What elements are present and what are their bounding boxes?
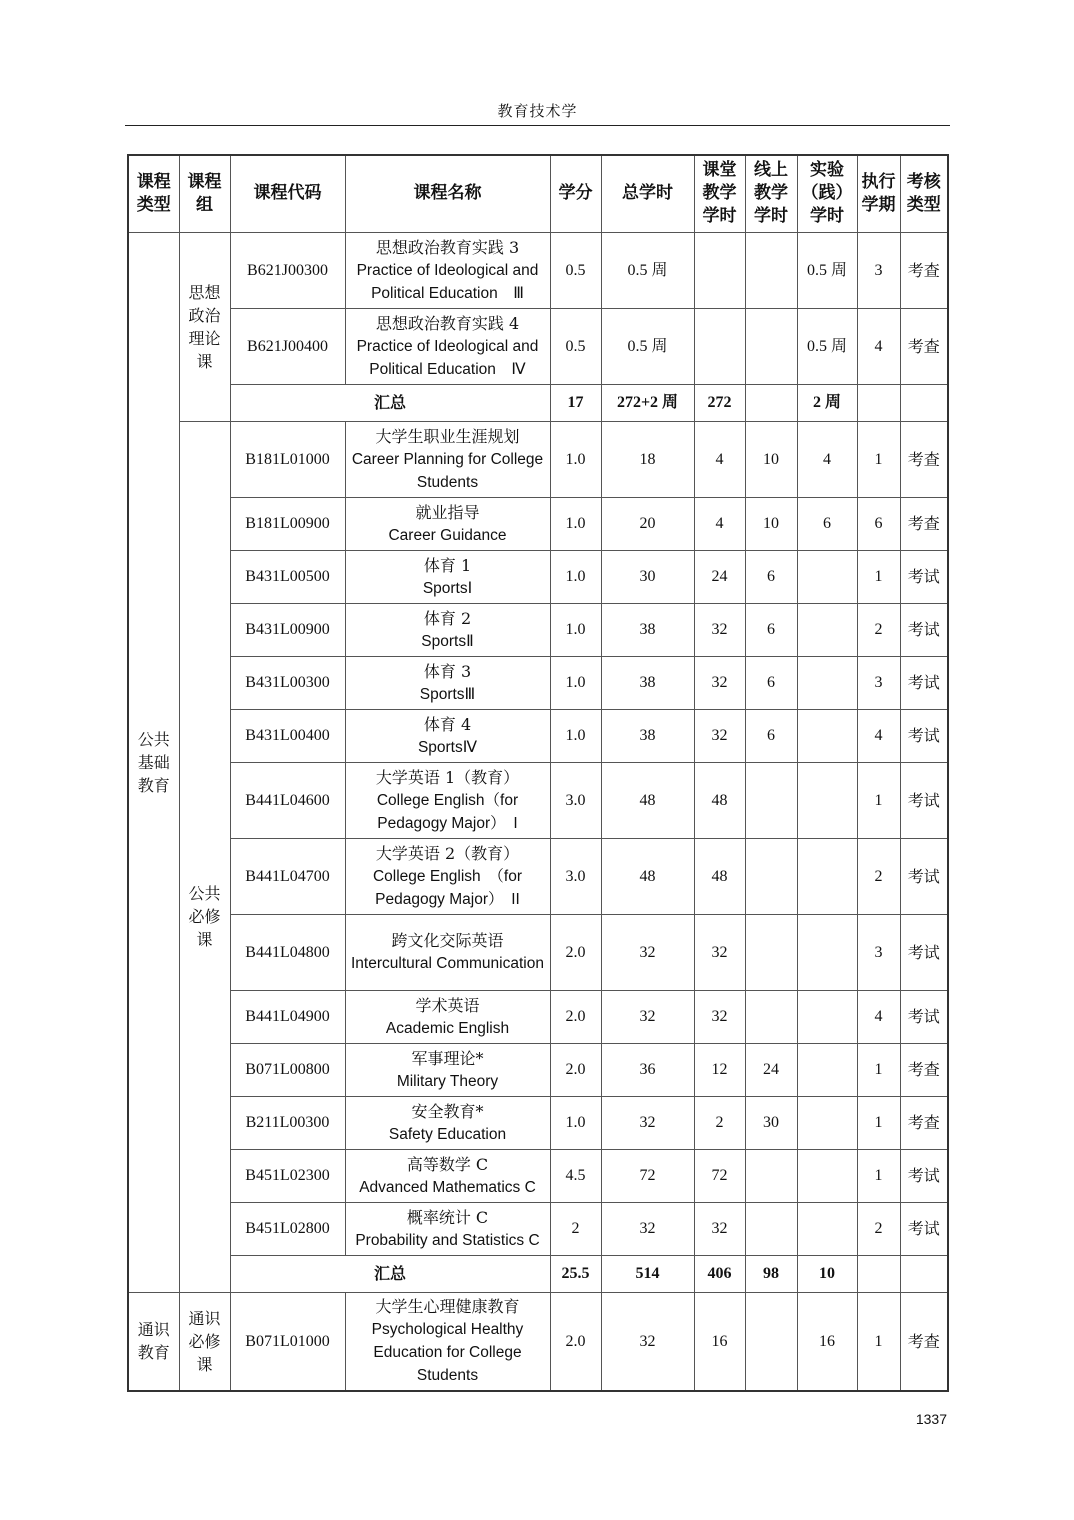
course-credit: 1.0	[550, 421, 601, 497]
course-online-hours	[745, 762, 797, 838]
course-assessment: 考试	[900, 1202, 948, 1255]
course-classroom-hours	[694, 232, 745, 308]
course-online-hours: 10	[745, 421, 797, 497]
course-name-en: SportsⅡ	[421, 632, 474, 650]
course-practice-hours	[797, 656, 857, 709]
course-online-hours	[745, 1149, 797, 1202]
course-practice-hours	[797, 838, 857, 914]
course-classroom-hours: 32	[694, 603, 745, 656]
course-code: B451L02800	[230, 1202, 345, 1255]
course-assessment: 考试	[900, 914, 948, 990]
course-semester: 1	[857, 762, 900, 838]
summary-assess	[900, 384, 948, 421]
course-classroom-hours	[694, 308, 745, 384]
course-practice-hours	[797, 709, 857, 762]
course-name-en: Academic English	[385, 1019, 510, 1037]
table-row	[128, 497, 948, 550]
table-row	[128, 550, 948, 603]
course-code: B441L04900	[230, 990, 345, 1043]
course-name-cn: 体育 1	[423, 555, 472, 575]
table-row	[128, 1043, 948, 1096]
course-assessment: 考试	[900, 709, 948, 762]
course-assessment: 考试	[900, 550, 948, 603]
course-name-cn: 跨文化交际英语	[391, 931, 504, 950]
course-assessment: 考查	[900, 1096, 948, 1149]
header-rule	[125, 125, 950, 126]
summary-credit: 17	[550, 384, 601, 421]
course-code: B071L01000	[230, 1292, 345, 1391]
column-header: 课堂 教学 学时	[694, 155, 745, 232]
course-name-cn: 体育 2	[423, 608, 472, 628]
summary-row	[128, 1255, 948, 1292]
course-practice-hours	[797, 1043, 857, 1096]
course-practice-hours: 0.5 周	[797, 232, 857, 308]
course-name-en: SportsⅠ	[422, 579, 473, 597]
course-credit: 1.0	[550, 1096, 601, 1149]
course-assessment: 考查	[900, 1292, 948, 1391]
course-name-cn: 军事理论*	[411, 1048, 484, 1068]
course-name	[345, 1043, 550, 1096]
course-classroom-hours: 4	[694, 421, 745, 497]
course-credit: 1.0	[550, 656, 601, 709]
course-credit: 3.0	[550, 762, 601, 838]
summary-total: 514	[601, 1255, 694, 1292]
course-classroom-hours: 12	[694, 1043, 745, 1096]
column-header: 课程代码	[230, 155, 345, 232]
course-total-hours: 36	[601, 1043, 694, 1096]
course-classroom-hours: 32	[694, 914, 745, 990]
course-total-hours: 0.5 周	[601, 308, 694, 384]
course-total-hours: 38	[601, 709, 694, 762]
page-header-title: 教育技术学	[497, 102, 578, 120]
course-assessment: 考查	[900, 421, 948, 497]
course-credit: 4.5	[550, 1149, 601, 1202]
course-total-hours: 48	[601, 762, 694, 838]
course-name-en: Practice of Ideological and Political Education Ⅲ	[356, 261, 539, 302]
course-name	[345, 421, 550, 497]
course-assessment: 考查	[900, 497, 948, 550]
course-assessment: 考试	[900, 838, 948, 914]
course-semester: 2	[857, 1202, 900, 1255]
course-credit: 0.5	[550, 232, 601, 308]
course-practice-hours	[797, 762, 857, 838]
course-classroom-hours: 72	[694, 1149, 745, 1202]
course-credit: 1.0	[550, 550, 601, 603]
course-code: B181L01000	[230, 421, 345, 497]
course-code: B621J00300	[230, 232, 345, 308]
summary-practice: 10	[797, 1255, 857, 1292]
course-total-hours: 32	[601, 1096, 694, 1149]
course-online-hours: 6	[745, 656, 797, 709]
table-row	[128, 1096, 948, 1149]
course-name	[345, 914, 550, 990]
course-code: B431L00300	[230, 656, 345, 709]
course-classroom-hours: 16	[694, 1292, 745, 1391]
course-assessment: 考试	[900, 603, 948, 656]
course-total-hours: 38	[601, 656, 694, 709]
course-name-en: Career Guidance	[388, 526, 507, 544]
course-name	[345, 1149, 550, 1202]
column-header: 课程名称	[345, 155, 550, 232]
course-practice-hours	[797, 1202, 857, 1255]
course-group-ideology: 思想 政治 理论 课	[179, 232, 230, 421]
course-assessment: 考试	[900, 990, 948, 1043]
course-name-cn: 体育 3	[423, 661, 472, 681]
course-semester: 2	[857, 603, 900, 656]
course-semester: 4	[857, 990, 900, 1043]
course-name-en: Safety Education	[388, 1125, 507, 1143]
course-semester: 3	[857, 232, 900, 308]
column-header: 课程 类型	[128, 155, 179, 232]
table-row	[128, 914, 948, 990]
table-row	[128, 709, 948, 762]
course-classroom-hours: 32	[694, 709, 745, 762]
course-classroom-hours: 48	[694, 838, 745, 914]
column-header: 执行 学期	[857, 155, 900, 232]
course-online-hours	[745, 914, 797, 990]
table-row	[128, 656, 948, 709]
course-name	[345, 1292, 550, 1391]
course-practice-hours	[797, 990, 857, 1043]
course-credit: 1.0	[550, 603, 601, 656]
summary-classroom: 272	[694, 384, 745, 421]
course-online-hours: 24	[745, 1043, 797, 1096]
course-group-general-required: 通识 必修 课	[179, 1292, 230, 1391]
course-online-hours: 30	[745, 1096, 797, 1149]
course-total-hours: 38	[601, 603, 694, 656]
course-classroom-hours: 2	[694, 1096, 745, 1149]
column-header: 课程 组	[179, 155, 230, 232]
course-name	[345, 497, 550, 550]
course-assessment: 考试	[900, 1149, 948, 1202]
course-classroom-hours: 32	[694, 656, 745, 709]
course-semester: 1	[857, 1096, 900, 1149]
course-semester: 4	[857, 709, 900, 762]
course-semester: 1	[857, 421, 900, 497]
course-total-hours: 32	[601, 1202, 694, 1255]
course-semester: 2	[857, 838, 900, 914]
course-practice-hours	[797, 603, 857, 656]
course-semester: 1	[857, 1292, 900, 1391]
course-credit: 2.0	[550, 990, 601, 1043]
course-semester: 3	[857, 914, 900, 990]
summary-classroom: 406	[694, 1255, 745, 1292]
course-credit: 2.0	[550, 1292, 601, 1391]
course-code: B071L00800	[230, 1043, 345, 1096]
course-practice-hours	[797, 1096, 857, 1149]
course-online-hours	[745, 1202, 797, 1255]
course-name	[345, 1096, 550, 1149]
course-type-public: 公共 基础 教育	[128, 232, 179, 1292]
course-code: B431L00500	[230, 550, 345, 603]
column-header: 考核 类型	[900, 155, 948, 232]
course-online-hours: 10	[745, 497, 797, 550]
course-name-en: Military Theory	[396, 1072, 499, 1090]
course-name	[345, 232, 550, 308]
course-name-en: College English（for Pedagogy Major） I	[376, 791, 519, 832]
course-classroom-hours: 4	[694, 497, 745, 550]
course-name	[345, 990, 550, 1043]
course-name-cn: 体育 4	[423, 714, 472, 734]
course-name-en: SportsⅢ	[419, 685, 476, 703]
course-total-hours: 72	[601, 1149, 694, 1202]
course-name-cn: 大学生心理健康教育	[375, 1297, 520, 1317]
summary-total: 272+2 周	[601, 384, 694, 421]
table-row	[128, 421, 948, 497]
course-name-cn: 大学生职业生涯规划	[375, 426, 520, 446]
summary-credit: 25.5	[550, 1255, 601, 1292]
summary-label: 汇总	[230, 1255, 550, 1292]
course-semester: 1	[857, 550, 900, 603]
curriculum-table	[127, 154, 949, 1392]
course-online-hours	[745, 1292, 797, 1391]
course-name	[345, 1202, 550, 1255]
course-name	[345, 838, 550, 914]
course-classroom-hours: 32	[694, 990, 745, 1043]
course-code: B211L00300	[230, 1096, 345, 1149]
course-type-general: 通识 教育	[128, 1292, 179, 1391]
summary-row	[128, 384, 948, 421]
course-practice-hours	[797, 1149, 857, 1202]
column-header: 线上 教学 学时	[745, 155, 797, 232]
course-name	[345, 762, 550, 838]
course-assessment: 考查	[900, 232, 948, 308]
course-credit: 2.0	[550, 1043, 601, 1096]
table-row	[128, 1149, 948, 1202]
course-online-hours	[745, 838, 797, 914]
summary-online	[745, 384, 797, 421]
table-row	[128, 762, 948, 838]
course-name-en: Advanced Mathematics C	[359, 1178, 536, 1196]
course-credit: 1.0	[550, 709, 601, 762]
course-practice-hours: 16	[797, 1292, 857, 1391]
course-name	[345, 709, 550, 762]
table-header-row	[128, 155, 948, 232]
course-total-hours: 32	[601, 1292, 694, 1391]
course-code: B181L00900	[230, 497, 345, 550]
table-row	[128, 1292, 948, 1391]
course-code: B431L00400	[230, 709, 345, 762]
course-name-en: SportsⅣ	[417, 738, 478, 756]
table-row	[128, 990, 948, 1043]
course-credit: 3.0	[550, 838, 601, 914]
course-name-en: Career Planning for College Students	[351, 450, 544, 491]
course-classroom-hours: 48	[694, 762, 745, 838]
course-name-cn: 学术英语	[415, 995, 480, 1015]
course-online-hours: 6	[745, 709, 797, 762]
course-credit: 2.0	[550, 914, 601, 990]
course-semester: 1	[857, 1149, 900, 1202]
table-row	[128, 838, 948, 914]
course-total-hours: 0.5 周	[601, 232, 694, 308]
course-code: B431L00900	[230, 603, 345, 656]
course-total-hours: 20	[601, 497, 694, 550]
course-total-hours: 18	[601, 421, 694, 497]
course-credit: 0.5	[550, 308, 601, 384]
course-name-cn: 安全教育*	[411, 1101, 484, 1121]
course-assessment: 考试	[900, 656, 948, 709]
course-assessment: 考查	[900, 1043, 948, 1096]
course-semester: 6	[857, 497, 900, 550]
course-semester: 4	[857, 308, 900, 384]
course-classroom-hours: 24	[694, 550, 745, 603]
summary-semester	[857, 1255, 900, 1292]
course-name-cn: 就业指导	[415, 502, 480, 522]
course-practice-hours: 4	[797, 421, 857, 497]
course-name-cn: 思想政治教育实践 4	[375, 313, 520, 333]
course-group-required: 公共 必修 课	[179, 421, 230, 1292]
course-name	[345, 603, 550, 656]
course-online-hours	[745, 308, 797, 384]
page-number: 1337	[915, 1411, 947, 1427]
course-assessment: 考试	[900, 762, 948, 838]
course-credit: 2	[550, 1202, 601, 1255]
course-code: B441L04600	[230, 762, 345, 838]
summary-online: 98	[745, 1255, 797, 1292]
summary-semester	[857, 384, 900, 421]
course-name-en: Psychological Healthy Education for College Students	[371, 1321, 524, 1385]
course-total-hours: 32	[601, 990, 694, 1043]
course-total-hours: 32	[601, 914, 694, 990]
course-practice-hours: 6	[797, 497, 857, 550]
table-row	[128, 232, 948, 308]
course-code: B451L02300	[230, 1149, 345, 1202]
column-header: 总学时	[601, 155, 694, 232]
table-row	[128, 1202, 948, 1255]
course-name-cn: 高等数学 C	[406, 1154, 489, 1174]
course-name	[345, 550, 550, 603]
course-name	[345, 656, 550, 709]
course-code: B441L04700	[230, 838, 345, 914]
column-header: 实验 （践） 学时	[797, 155, 857, 232]
course-online-hours: 6	[745, 550, 797, 603]
course-online-hours	[745, 232, 797, 308]
summary-label: 汇总	[230, 384, 550, 421]
course-name	[345, 308, 550, 384]
course-name-en: College English （for Pedagogy Major） II	[372, 867, 523, 908]
course-classroom-hours: 32	[694, 1202, 745, 1255]
table-row	[128, 603, 948, 656]
course-name-cn: 思想政治教育实践 3	[375, 237, 520, 257]
course-practice-hours	[797, 550, 857, 603]
course-assessment: 考查	[900, 308, 948, 384]
course-total-hours: 30	[601, 550, 694, 603]
summary-assess	[900, 1255, 948, 1292]
course-code: B621J00400	[230, 308, 345, 384]
course-practice-hours	[797, 914, 857, 990]
course-name-en: Probability and Statistics C	[355, 1231, 540, 1249]
summary-practice: 2 周	[797, 384, 857, 421]
course-online-hours: 6	[745, 603, 797, 656]
course-credit: 1.0	[550, 497, 601, 550]
course-name-en: Practice of Ideological and Political Education Ⅳ	[356, 337, 539, 378]
table-row	[128, 308, 948, 384]
column-header: 学分	[550, 155, 601, 232]
course-name-cn: 大学英语 2（教育）	[375, 843, 520, 863]
course-practice-hours: 0.5 周	[797, 308, 857, 384]
course-semester: 3	[857, 656, 900, 709]
course-name-cn: 概率统计 C	[406, 1207, 489, 1227]
course-semester: 1	[857, 1043, 900, 1096]
course-name-cn: 大学英语 1（教育）	[375, 767, 520, 787]
course-code: B441L04800	[230, 914, 345, 990]
course-name-en: Intercultural Communication	[351, 955, 544, 972]
course-total-hours: 48	[601, 838, 694, 914]
course-online-hours	[745, 990, 797, 1043]
